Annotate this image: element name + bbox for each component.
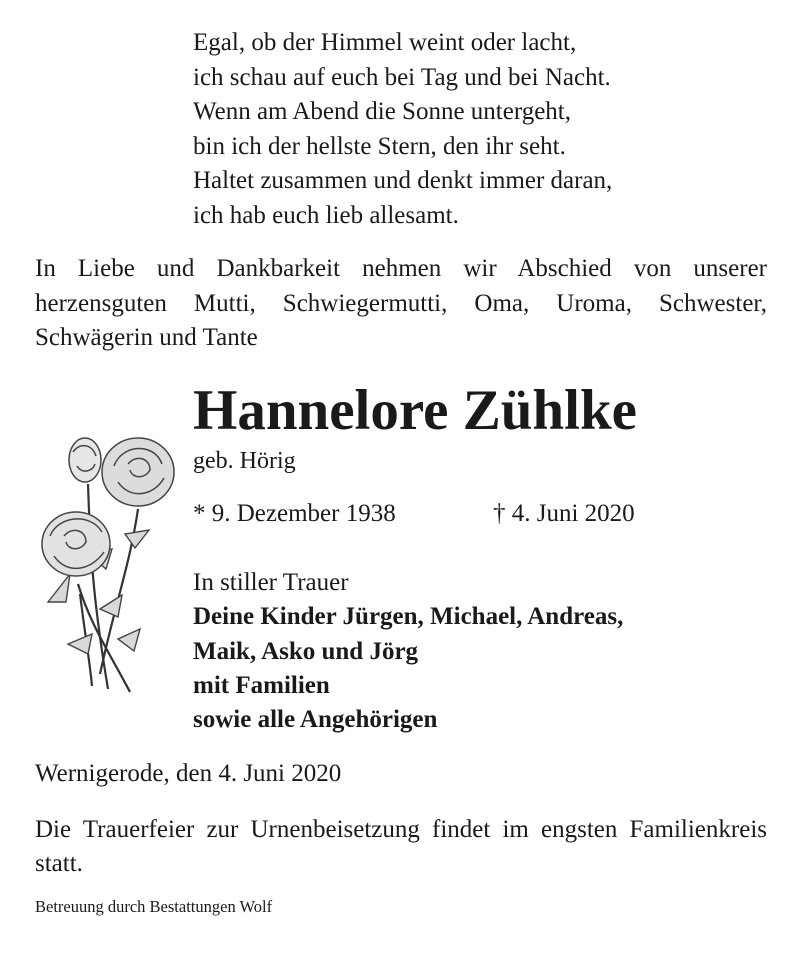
poem-line: Wenn am Abend die Sonne untergeht, — [193, 98, 572, 125]
mourners-line: Deine Kinder Jürgen, Michael, Andreas, — [193, 603, 624, 631]
mourners-line: mit Familien — [193, 671, 330, 699]
birth-date: * 9. Dezember 1938 — [193, 500, 396, 527]
poem-line: ich hab euch lieb allesamt. — [193, 201, 459, 229]
death-date: † 4. Juni 2020 — [493, 500, 635, 527]
poem-line: Haltet zusammen und denkt immer daran, — [193, 167, 613, 194]
undertaker-credit: Betreuung durch Bestattungen Wolf — [35, 897, 273, 916]
place-date: Wernigerode, den 4. Juni 2020 — [35, 760, 342, 787]
poem-line: bin ich der hellste Stern, den ihr seht. — [193, 132, 566, 160]
mourners-block — [193, 566, 623, 737]
mourners-line: sowie alle Angehörigen — [193, 706, 438, 734]
roses-illustration — [30, 424, 190, 704]
deceased-name: Hannelore Zühlke — [193, 379, 637, 442]
intro-text: In Liebe und Dankbarkeit nehmen wir Abschied von unserer herzensguten Mutti, Schwiegermutti, Oma, Uroma, Schwester, Schwägerin und Tante — [35, 255, 767, 351]
poem — [193, 26, 612, 233]
maiden-name: geb. Hörig — [193, 448, 296, 474]
poem-line: ich schau auf euch bei Tag und bei Nacht. — [193, 63, 611, 91]
mourners-line: Maik, Asko und Jörg — [193, 637, 419, 665]
mourners-heading: In stiller Trauer — [193, 569, 349, 596]
poem-line: Egal, ob der Himmel weint oder lacht, — [193, 29, 577, 56]
service-note: Die Trauerfeier zur Urnenbeisetzung findet im engsten Familienkreis statt. — [35, 816, 767, 877]
